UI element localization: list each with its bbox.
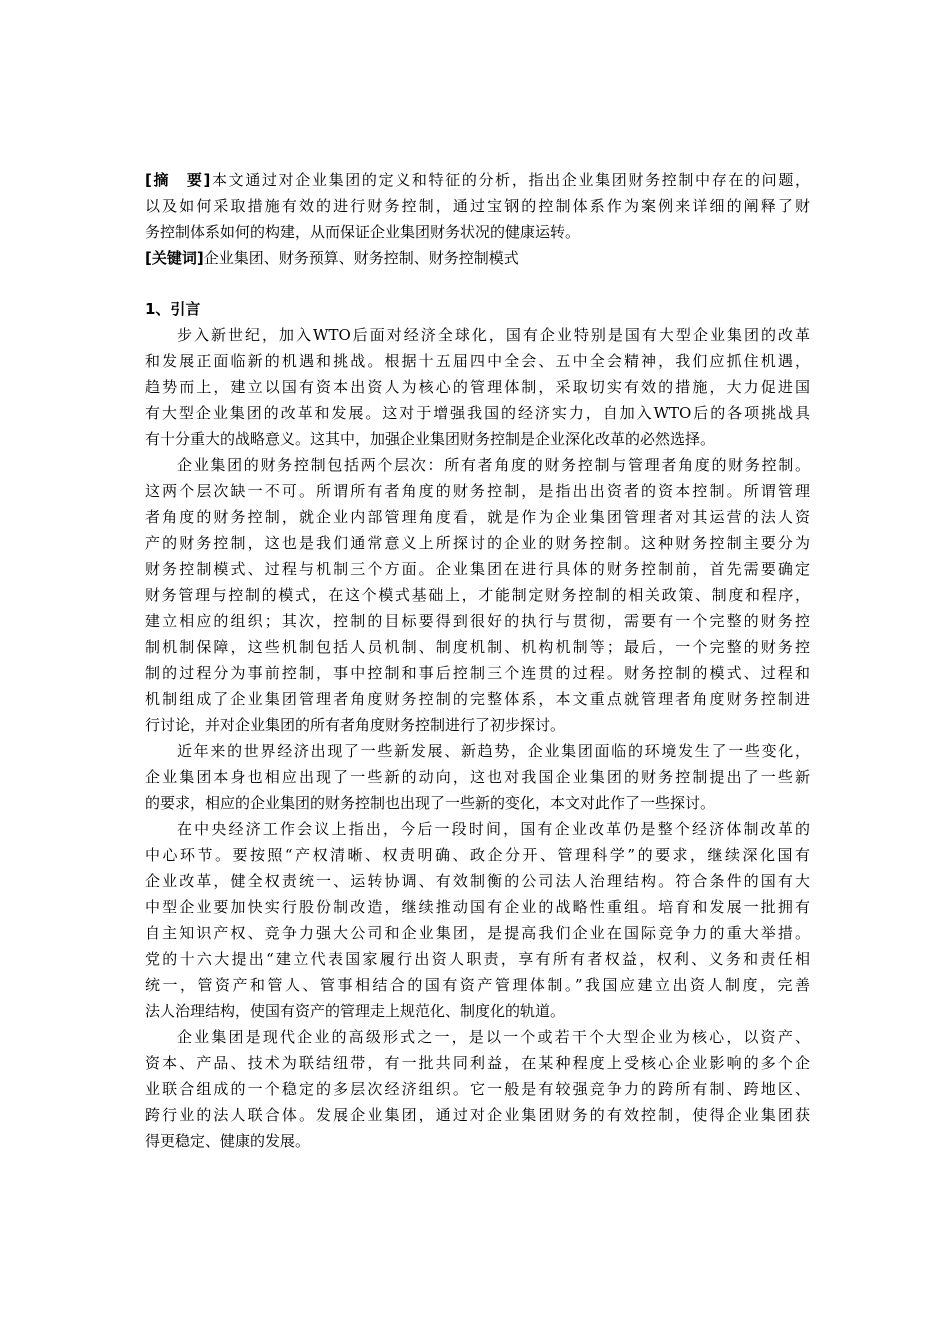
paragraph-5-line: 企业集团是现代企业的高级形式之一，是以一个或若干个大型企业为核心，以资产、	[177, 1028, 810, 1046]
paragraph-4-line: 自主知识产权、竞争力强大公司和企业集团，是提高我们企业在国际竞争力的重大举措。	[145, 924, 810, 942]
paragraph-2-line: 行讨论，并对企业集团的所有者角度财务控制进行了初步探讨。	[145, 716, 566, 734]
paragraph-2-line: 机制组成了企业集团管理者角度财务控制的完整体系，本文重点就管理者角度财务控制进	[145, 690, 810, 708]
paragraph-4-line: 统一，管资产和管人、管事相结合的国有资产管理体制。”我国应建立出资人制度，完善	[145, 976, 810, 994]
keywords-label: [关键词]	[145, 249, 204, 267]
paragraph-2-line: 这两个层次缺一不可。所谓所有者角度的财务控制，是指出出资者的资本控制。所谓管理	[145, 482, 810, 500]
paragraph-4-line: 党的十六大提出“建立代表国家履行出资人职责，享有所有者权益，权利、义务和责任相	[145, 950, 810, 968]
paragraph-2-line: 产的财务控制，这也是我们通常意义上所探讨的企业的财务控制。这种财务控制主要分为	[145, 534, 810, 552]
paragraph-4-line: 在中央经济工作会议上指出，今后一段时间，国有企业改革仍是整个经济体制改革的	[177, 820, 810, 838]
paragraph-5-line: 资本、产品、技术为联结纽带，有一批共同利益，在某种程度上受核心企业影响的多个企	[145, 1054, 810, 1072]
paragraph-1-line: 有大型企业集团的改革和发展。这对于增强我国的经济实力，自加入WTO后的各项挑战具	[145, 404, 810, 422]
paragraph-4-line: 中型企业要加快实行股份制改造，继续推动国有企业的战略性重组。培育和发展一批拥有	[145, 898, 810, 916]
paragraph-2-line: 制的过程分为事前控制，事中控制和事后控制三个连贯的过程。财务控制的模式、过程和	[145, 664, 810, 682]
abstract-line-3: 务控制体系如何的构建，从而保证企业集团财务状况的健康运转。	[145, 223, 581, 241]
paragraph-1-line: 趋势而上，建立以国有资本出资人为核心的管理体制，采取切实有效的措施，大力促进国	[145, 378, 810, 396]
paragraph-3-line: 近年来的世界经济出现了一些新发展、新趋势，企业集团面临的环境发生了一些变化，	[177, 742, 810, 760]
paragraph-5-line: 得更稳定、健康的发展。	[145, 1132, 311, 1150]
paragraph-2-line: 财务控制模式、过程与机制三个方面。企业集团在进行具体的财务控制前，首先需要确定	[145, 560, 810, 578]
paragraph-3-line: 的要求，相应的企业集团的财务控制也出现了一些新的变化，本文对此作了一些探讨。	[145, 794, 716, 812]
paragraph-5-line: 业联合组成的一个稳定的多层次经济组织。它一般是有较强竞争力的跨所有制、跨地区、	[145, 1080, 810, 1098]
paragraph-3-line: 企业集团本身也相应出现了一些新的动向，这也对我国企业集团的财务控制提出了一些新	[145, 768, 810, 786]
abstract-line-1	[145, 167, 810, 193]
abstract-line-2: 以及如何采取措施有效的进行财务控制，通过宝钢的控制体系作为案例来详细的阐释了财	[145, 197, 810, 215]
paragraph-2-line: 企业集团的财务控制包括两个层次：所有者角度的财务控制与管理者角度的财务控制。	[177, 456, 810, 474]
paragraph-4-line: 企业改革，健全权责统一、运转协调、有效制衡的公司法人治理结构。符合条件的国有大	[145, 872, 810, 890]
paragraph-1-line: 步入新世纪，加入WTO后面对经济全球化，国有企业特别是国有大型企业集团的改革	[177, 326, 810, 344]
paragraph-2-line: 者角度的财务控制，就企业内部管理角度看，就是作为企业集团管理者对其运营的法人资	[145, 508, 810, 526]
keywords-text: 企业集团、财务预算、财务控制、财务控制模式	[203, 249, 519, 267]
paragraph-2-line: 制机制保障，这些机制包括人员机制、制度机制、机构机制等；最后，一个完整的财务控	[145, 638, 810, 656]
paragraph-2-line: 建立相应的组织；其次，控制的目标要得到很好的执行与贯彻，需要有一个完整的财务控	[145, 612, 810, 630]
abstract-label: [摘 要]	[145, 171, 211, 189]
keywords-line	[145, 245, 810, 271]
paragraph-5-line: 跨行业的法人联合体。发展企业集团，通过对企业集团财务的有效控制，使得企业集团获	[145, 1106, 810, 1124]
paragraph-4-line: 法人治理结构，使国有资产的管理走上规范化、制度化的轨道。	[145, 1002, 566, 1020]
paragraph-2-line: 财务管理与控制的模式，在这个模式基础上，才能制定财务控制的相关政策、制度和程序，	[145, 586, 810, 604]
paragraph-1-line: 有十分重大的战略意义。这其中，加强企业集团财务控制是企业深化改革的必然选择。	[145, 430, 716, 448]
abstract-text: 本文通过对企业集团的定义和特征的分析，指出企业集团财务控制中存在的问题，	[210, 171, 810, 189]
paragraph-4-line: 中心环节。要按照“产权清晰、权责明确、政企分开、管理科学”的要求，继续深化国有	[145, 846, 810, 864]
section-heading: 1、引言	[145, 300, 201, 318]
paragraph-1-line: 和发展正面临新的机遇和挑战。根据十五届四中全会、五中全会精神，我们应抓住机遇，	[145, 352, 810, 370]
